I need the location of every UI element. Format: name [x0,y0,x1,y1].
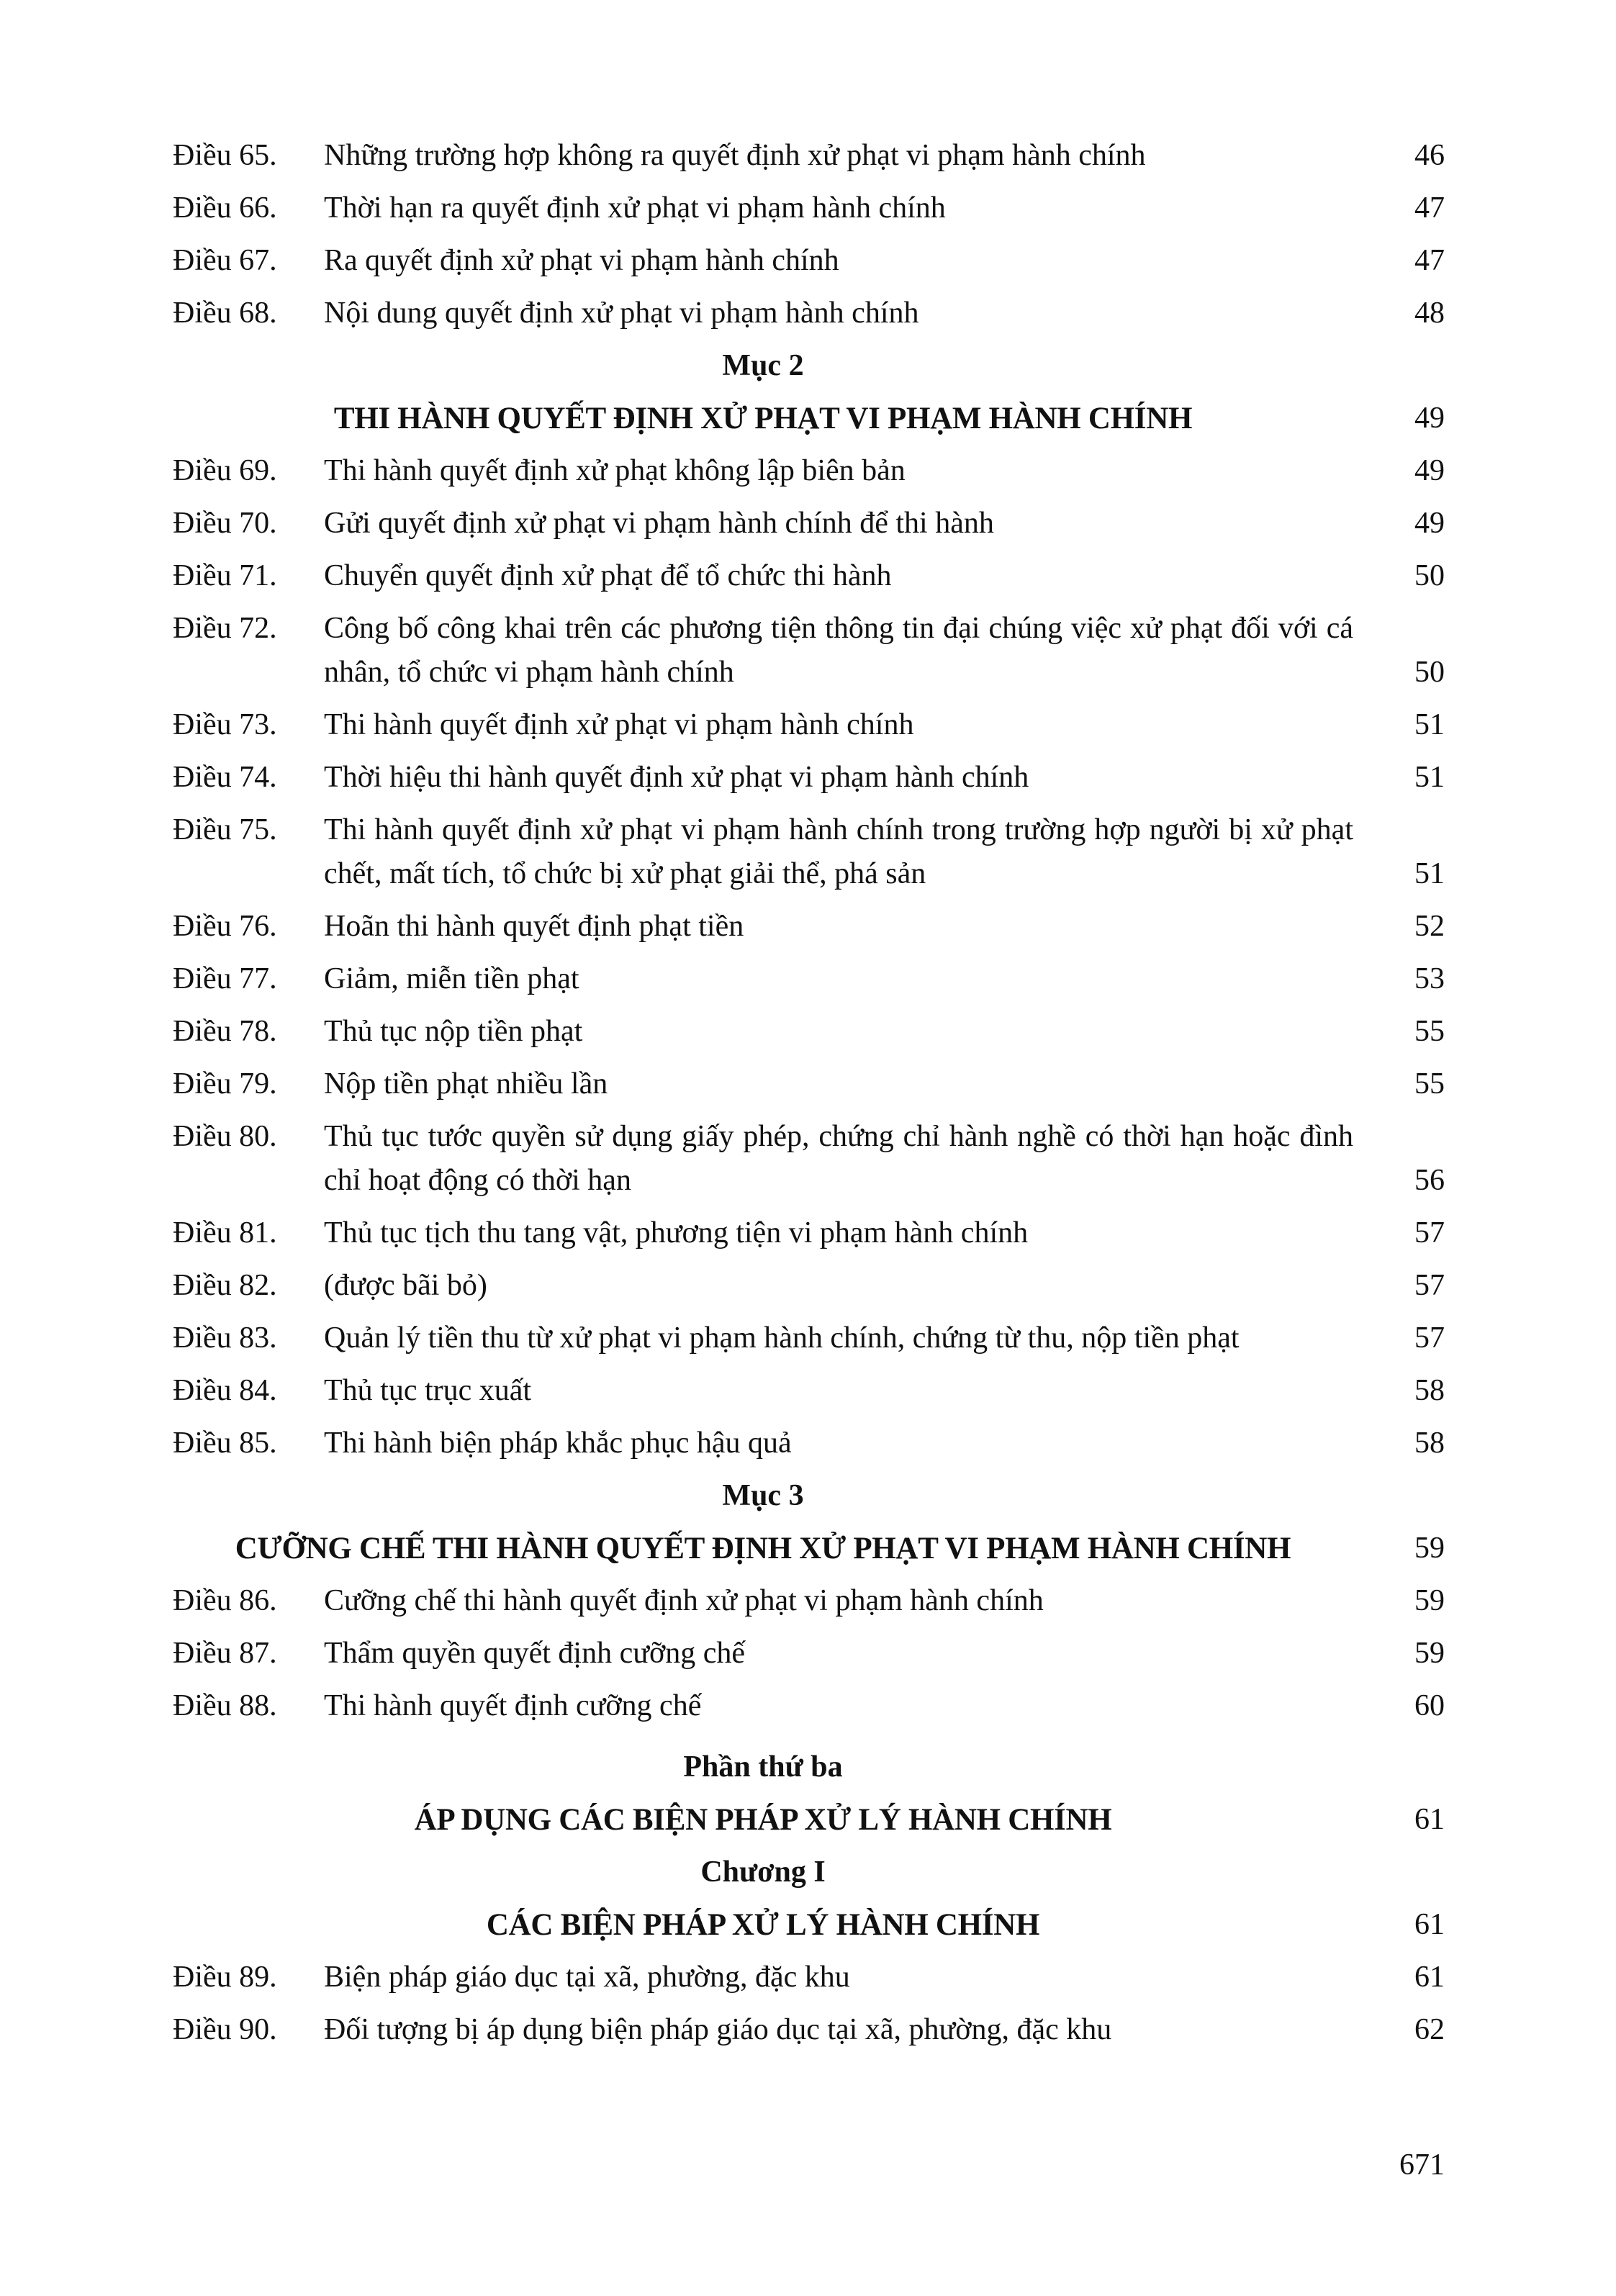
entry-page-number: 50 [1414,656,1445,689]
toc-entry [173,1422,1445,1465]
toc-entry [173,703,1445,747]
entry-title: Giảm, miễn tiền phạt [324,962,579,995]
entry-title: Nội dung quyết định xử phạt vi phạm hành chính [324,297,919,330]
toc-list [173,134,1445,2052]
entry-label: Điều 90. [173,2013,277,2046]
entry-label: Điều 85. [173,1427,277,1460]
toc-entry [173,607,1445,695]
section-heading-row [173,344,1445,388]
entry-page-number: 55 [1414,1015,1445,1048]
toc-entry [173,1316,1445,1360]
entry-page-number: 59 [1414,1637,1445,1670]
entry-label: Điều 77. [173,962,277,995]
toc-entry [173,957,1445,1001]
entry-label: Điều 80. [173,1120,277,1153]
entry-title: Thủ tục tịch thu tang vật, phương tiện vi phạm hành chính [324,1216,1029,1249]
entry-title: Thủ tục nộp tiền phạt [324,1015,583,1048]
toc-entry [173,502,1445,546]
entry-label: Điều 75. [173,813,277,846]
entry-label: Điều 73. [173,708,277,741]
entry-page-number: 47 [1414,244,1445,277]
entry-title: (được bãi bỏ) [324,1269,487,1302]
entry-title: Thi hành quyết định cưỡng chế [324,1689,702,1722]
entry-page-number: 55 [1414,1067,1445,1100]
entry-page-number: 58 [1414,1374,1445,1407]
entry-label: Điều 87. [173,1637,277,1670]
entry-page-number: 46 [1414,139,1445,172]
section-title: THI HÀNH QUYẾT ĐỊNH XỬ PHẠT VI PHẠM HÀNH CHÍNH [333,402,1193,435]
toc-entry [173,1632,1445,1676]
entry-label: Điều 88. [173,1689,277,1722]
toc-entry [173,186,1445,230]
entry-title: Nộp tiền phạt nhiều lần [324,1067,608,1100]
toc-entry [173,1579,1445,1623]
section-page-number: 61 [1414,1908,1445,1941]
toc-entry [173,554,1445,598]
entry-page-number: 49 [1414,454,1445,487]
entry-title: Thi hành quyết định xử phạt không lập biên bản [324,454,906,487]
entry-title: Thẩm quyền quyết định cưỡng chế [324,1637,745,1670]
toc-entry [173,1369,1445,1413]
entry-title: Thủ tục trục xuất [324,1374,532,1407]
entry-label: Điều 83. [173,1321,277,1355]
section-page-number: 59 [1414,1532,1445,1565]
entry-title: Thời hạn ra quyết định xử phạt vi phạm hành chính [324,191,946,225]
section-title-row [173,1527,1445,1570]
entry-page-number: 51 [1414,708,1445,741]
entry-page-number: 48 [1414,297,1445,330]
toc-entry [173,1115,1445,1203]
toc-entry [173,291,1445,335]
section-page-number: 49 [1414,402,1445,435]
section-heading-row [173,1474,1445,1518]
toc-entry [173,808,1445,896]
section-heading: Phần thứ ba [683,1750,843,1784]
toc-entry [173,2008,1445,2052]
toc-entry [173,1062,1445,1106]
toc-entry [173,1010,1445,1054]
section-heading: Chương I [700,1856,826,1889]
section-title-row [173,1798,1445,1842]
toc-entry [173,134,1445,178]
entry-page-number: 57 [1414,1216,1445,1249]
entry-page-number: 61 [1414,1961,1445,1994]
entry-title: Thi hành quyết định xử phạt vi phạm hành chính [324,708,914,741]
entry-title: Thi hành quyết định xử phạt vi phạm hành chính trong trường hợp người bị xử phạt chết, mất tích, tổ chức bị xử phạt giải thể, phá sản [324,813,1353,890]
toc-entry [173,1264,1445,1308]
entry-label: Điều 66. [173,191,277,225]
toc-entry [173,1956,1445,1999]
entry-label: Điều 69. [173,454,277,487]
entry-title: Đối tượng bị áp dụng biện pháp giáo dục tại xã, phường, đặc khu [324,2013,1112,2046]
section-heading: Mục 2 [722,349,804,382]
entry-label: Điều 74. [173,761,277,794]
entry-label: Điều 78. [173,1015,277,1048]
entry-page-number: 57 [1414,1269,1445,1302]
entry-title: Thời hiệu thi hành quyết định xử phạt vi phạm hành chính [324,761,1029,794]
section-heading: Mục 3 [722,1479,804,1512]
entry-page-number: 56 [1414,1164,1445,1197]
entry-page-number: 47 [1414,191,1445,225]
toc-entry [173,1211,1445,1255]
section-heading-row [173,1850,1445,1894]
entry-title: Quản lý tiền thu từ xử phạt vi phạm hành chính, chứng từ thu, nộp tiền phạt [324,1321,1240,1355]
entry-page-number: 52 [1414,910,1445,943]
entry-label: Điều 86. [173,1584,277,1617]
entry-title: Thủ tục tước quyền sử dụng giấy phép, chứng chỉ hành nghề có thời hạn hoặc đình chỉ hoạt động có thời hạn [324,1120,1353,1197]
entry-title: Thi hành biện pháp khắc phục hậu quả [324,1427,792,1460]
entry-page-number: 50 [1414,559,1445,592]
entry-page-number: 51 [1414,857,1445,890]
entry-label: Điều 68. [173,297,277,330]
entry-title: Chuyển quyết định xử phạt để tổ chức thi hành [324,559,892,592]
entry-title: Hoãn thi hành quyết định phạt tiền [324,910,744,943]
entry-title: Ra quyết định xử phạt vi phạm hành chính [324,244,839,277]
entry-page-number: 53 [1414,962,1445,995]
entry-label: Điều 89. [173,1961,277,1994]
entry-label: Điều 81. [173,1216,277,1249]
entry-page-number: 60 [1414,1689,1445,1722]
entry-page-number: 51 [1414,761,1445,794]
section-heading-row [173,1745,1445,1789]
entry-page-number: 58 [1414,1427,1445,1460]
entry-page-number: 62 [1414,2013,1445,2046]
toc-entry [173,756,1445,800]
section-page-number: 61 [1414,1803,1445,1836]
entry-title: Biện pháp giáo dục tại xã, phường, đặc khu [324,1961,850,1994]
toc-entry [173,1684,1445,1728]
entry-label: Điều 84. [173,1374,277,1407]
entry-title: Công bố công khai trên các phương tiện thông tin đại chúng việc xử phạt đối với cá nhân, tổ chức vi phạm hành chính [324,612,1353,689]
entry-title: Những trường hợp không ra quyết định xử phạt vi phạm hành chính [324,139,1146,172]
entry-label: Điều 82. [173,1269,277,1302]
entry-label: Điều 72. [173,612,277,645]
entry-label: Điều 76. [173,910,277,943]
entry-title: Cưỡng chế thi hành quyết định xử phạt vi phạm hành chính [324,1584,1044,1617]
section-title: CÁC BIỆN PHÁP XỬ LÝ HÀNH CHÍNH [486,1908,1040,1942]
entry-label: Điều 70. [173,507,277,540]
entry-label: Điều 65. [173,139,277,172]
entry-title: Gửi quyết định xử phạt vi phạm hành chính để thi hành [324,507,994,540]
section-title-row [173,1903,1445,1947]
entry-label: Điều 71. [173,559,277,592]
toc-entry [173,449,1445,493]
page-number-footer: 671 [1399,2148,1445,2182]
entry-label: Điều 79. [173,1067,277,1100]
section-title-row [173,397,1445,440]
section-title: CƯỠNG CHẾ THI HÀNH QUYẾT ĐỊNH XỬ PHẠT VI PHẠM HÀNH CHÍNH [235,1532,1291,1565]
toc-entry [173,239,1445,283]
entry-page-number: 57 [1414,1321,1445,1355]
entry-label: Điều 67. [173,244,277,277]
toc-entry [173,905,1445,949]
entry-page-number: 59 [1414,1584,1445,1617]
section-title: ÁP DỤNG CÁC BIỆN PHÁP XỬ LÝ HÀNH CHÍNH [414,1803,1112,1837]
entry-page-number: 49 [1414,507,1445,540]
